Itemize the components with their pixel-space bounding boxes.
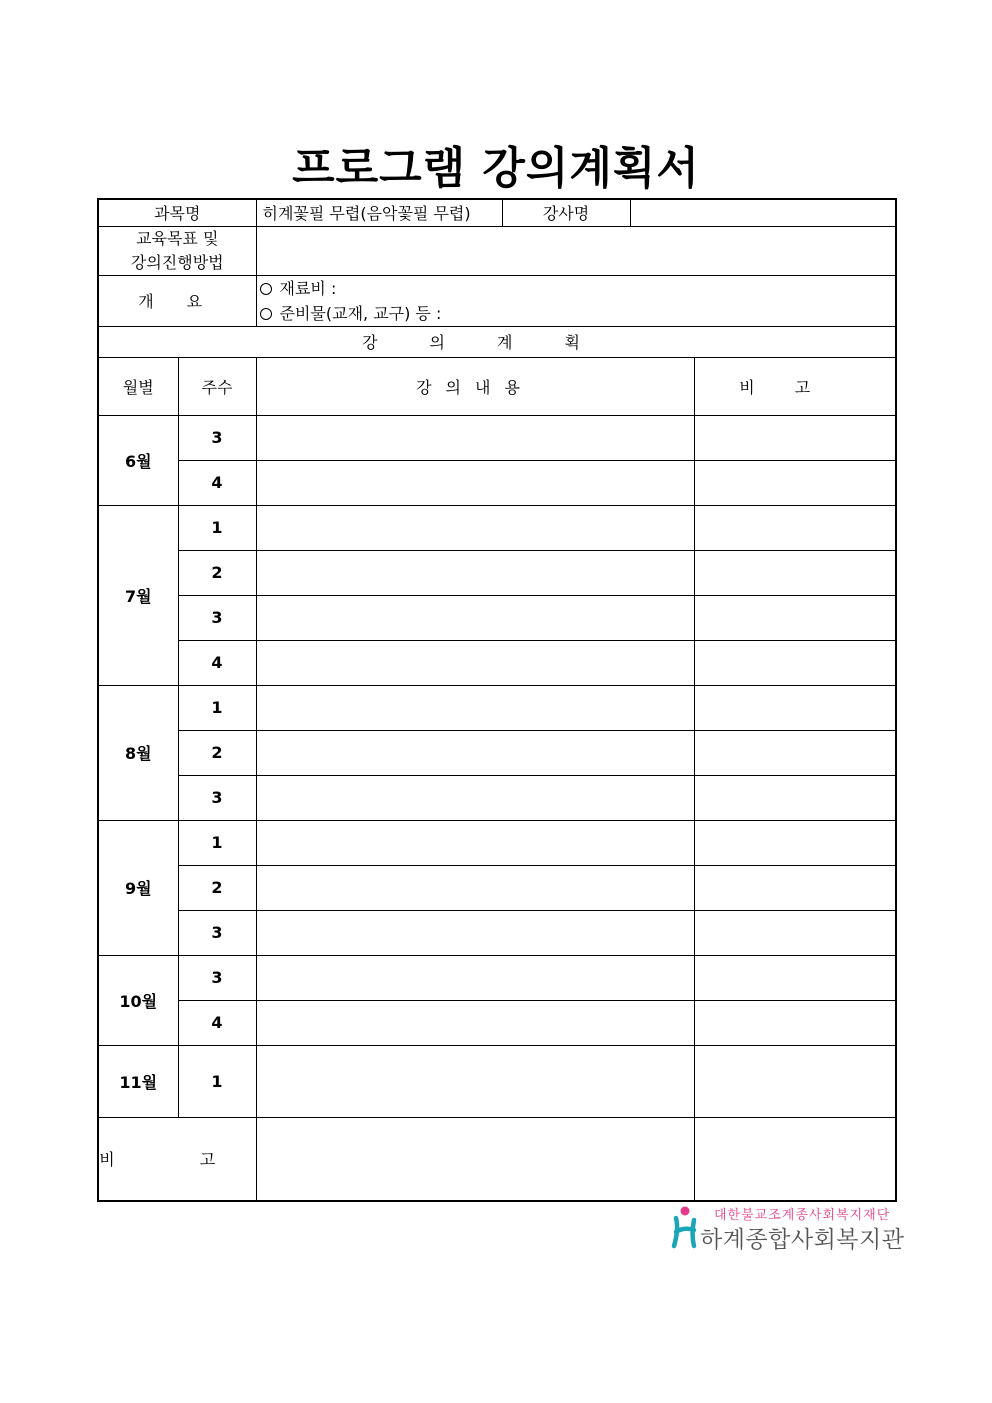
plan-row: [98, 865, 896, 910]
remarks-label: 비 고: [98, 1117, 256, 1201]
plan-row: [98, 910, 896, 955]
plan-row: [98, 505, 896, 550]
month-cell: 11월: [98, 1045, 178, 1117]
content-cell[interactable]: [256, 730, 694, 775]
document-title: 프로그램 강의계획서: [292, 143, 700, 194]
week-cell: 1: [178, 820, 256, 865]
center-name: 하계종합사회복지관: [700, 1227, 905, 1253]
remarks-note[interactable]: [694, 1117, 896, 1201]
week-cell: 4: [178, 460, 256, 505]
lecture-plan-table: [97, 198, 897, 1202]
plan-row: [98, 820, 896, 865]
circle-bullet-icon: [260, 308, 272, 320]
circle-bullet-icon: [260, 283, 272, 295]
content-cell[interactable]: [256, 550, 694, 595]
instructor-value[interactable]: [630, 199, 896, 226]
week-cell: 2: [178, 865, 256, 910]
content-cell[interactable]: [256, 505, 694, 550]
note-cell[interactable]: [694, 820, 896, 865]
note-cell[interactable]: [694, 640, 896, 685]
hagye-h-logo-icon: [668, 1206, 702, 1250]
foundation-name: 대한불교조계종사회복지재단: [714, 1208, 891, 1223]
week-cell: 3: [178, 955, 256, 1000]
plan-row: [98, 460, 896, 505]
note-cell[interactable]: [694, 865, 896, 910]
note-cell[interactable]: [694, 1045, 896, 1117]
note-cell[interactable]: [694, 775, 896, 820]
plan-row: [98, 550, 896, 595]
week-cell: 4: [178, 640, 256, 685]
content-cell[interactable]: [256, 460, 694, 505]
header-month: 월별: [98, 357, 178, 415]
note-cell[interactable]: [694, 415, 896, 460]
note-cell[interactable]: [694, 730, 896, 775]
week-cell: 4: [178, 1000, 256, 1045]
subject-value[interactable]: 히계꽃필 무렵(음악꽃필 무렵): [256, 199, 502, 226]
week-cell: 2: [178, 730, 256, 775]
plan-row: [98, 730, 896, 775]
header-content: 강의내용: [256, 357, 694, 415]
note-cell[interactable]: [694, 505, 896, 550]
month-cell: 9월: [98, 820, 178, 955]
remarks-row: [98, 1117, 896, 1201]
overview-label: 개 요: [98, 275, 256, 326]
plan-row: [98, 955, 896, 1000]
plan-section-title: 강의계획: [98, 326, 896, 357]
goal-label-line-2: 강의진행방법: [130, 252, 224, 272]
content-cell[interactable]: [256, 415, 694, 460]
week-cell: 1: [178, 685, 256, 730]
content-cell[interactable]: [256, 685, 694, 730]
month-cell: 8월: [98, 685, 178, 820]
center-logo: [668, 1204, 905, 1254]
plan-row: [98, 685, 896, 730]
note-cell[interactable]: [694, 685, 896, 730]
week-cell: 3: [178, 910, 256, 955]
week-cell: 1: [178, 1045, 256, 1117]
month-cell: 7월: [98, 505, 178, 685]
goal-label-line-1: 교육목표 및: [136, 228, 219, 248]
content-cell[interactable]: [256, 640, 694, 685]
header-note: 비고: [694, 357, 896, 415]
content-cell[interactable]: [256, 775, 694, 820]
subject-label: 과목명: [98, 199, 256, 226]
plan-row: [98, 1045, 896, 1117]
week-cell: 3: [178, 415, 256, 460]
week-cell: 3: [178, 595, 256, 640]
note-cell[interactable]: [694, 460, 896, 505]
week-cell: 1: [178, 505, 256, 550]
overview-line-material: 재료비 :: [260, 276, 896, 301]
note-cell[interactable]: [694, 955, 896, 1000]
remarks-content[interactable]: [256, 1117, 694, 1201]
content-cell[interactable]: [256, 820, 694, 865]
overview-line-supplies: 준비물(교재, 교구) 등 :: [260, 301, 896, 326]
content-cell[interactable]: [256, 865, 694, 910]
plan-row: [98, 1000, 896, 1045]
content-cell[interactable]: [256, 910, 694, 955]
week-cell: 2: [178, 550, 256, 595]
month-cell: 6월: [98, 415, 178, 505]
plan-row: [98, 775, 896, 820]
plan-row: [98, 595, 896, 640]
week-cell: 3: [178, 775, 256, 820]
instructor-label: 강사명: [502, 199, 630, 226]
content-cell[interactable]: [256, 955, 694, 1000]
overview-value[interactable]: [256, 275, 896, 326]
note-cell[interactable]: [694, 1000, 896, 1045]
goal-label: [98, 226, 256, 275]
note-cell[interactable]: [694, 910, 896, 955]
content-cell[interactable]: [256, 595, 694, 640]
header-week: 주수: [178, 357, 256, 415]
goal-value[interactable]: [256, 226, 896, 275]
note-cell[interactable]: [694, 550, 896, 595]
month-cell: 10월: [98, 955, 178, 1045]
note-cell[interactable]: [694, 595, 896, 640]
plan-row: [98, 415, 896, 460]
content-cell[interactable]: [256, 1045, 694, 1117]
content-cell[interactable]: [256, 1000, 694, 1045]
plan-row: [98, 640, 896, 685]
